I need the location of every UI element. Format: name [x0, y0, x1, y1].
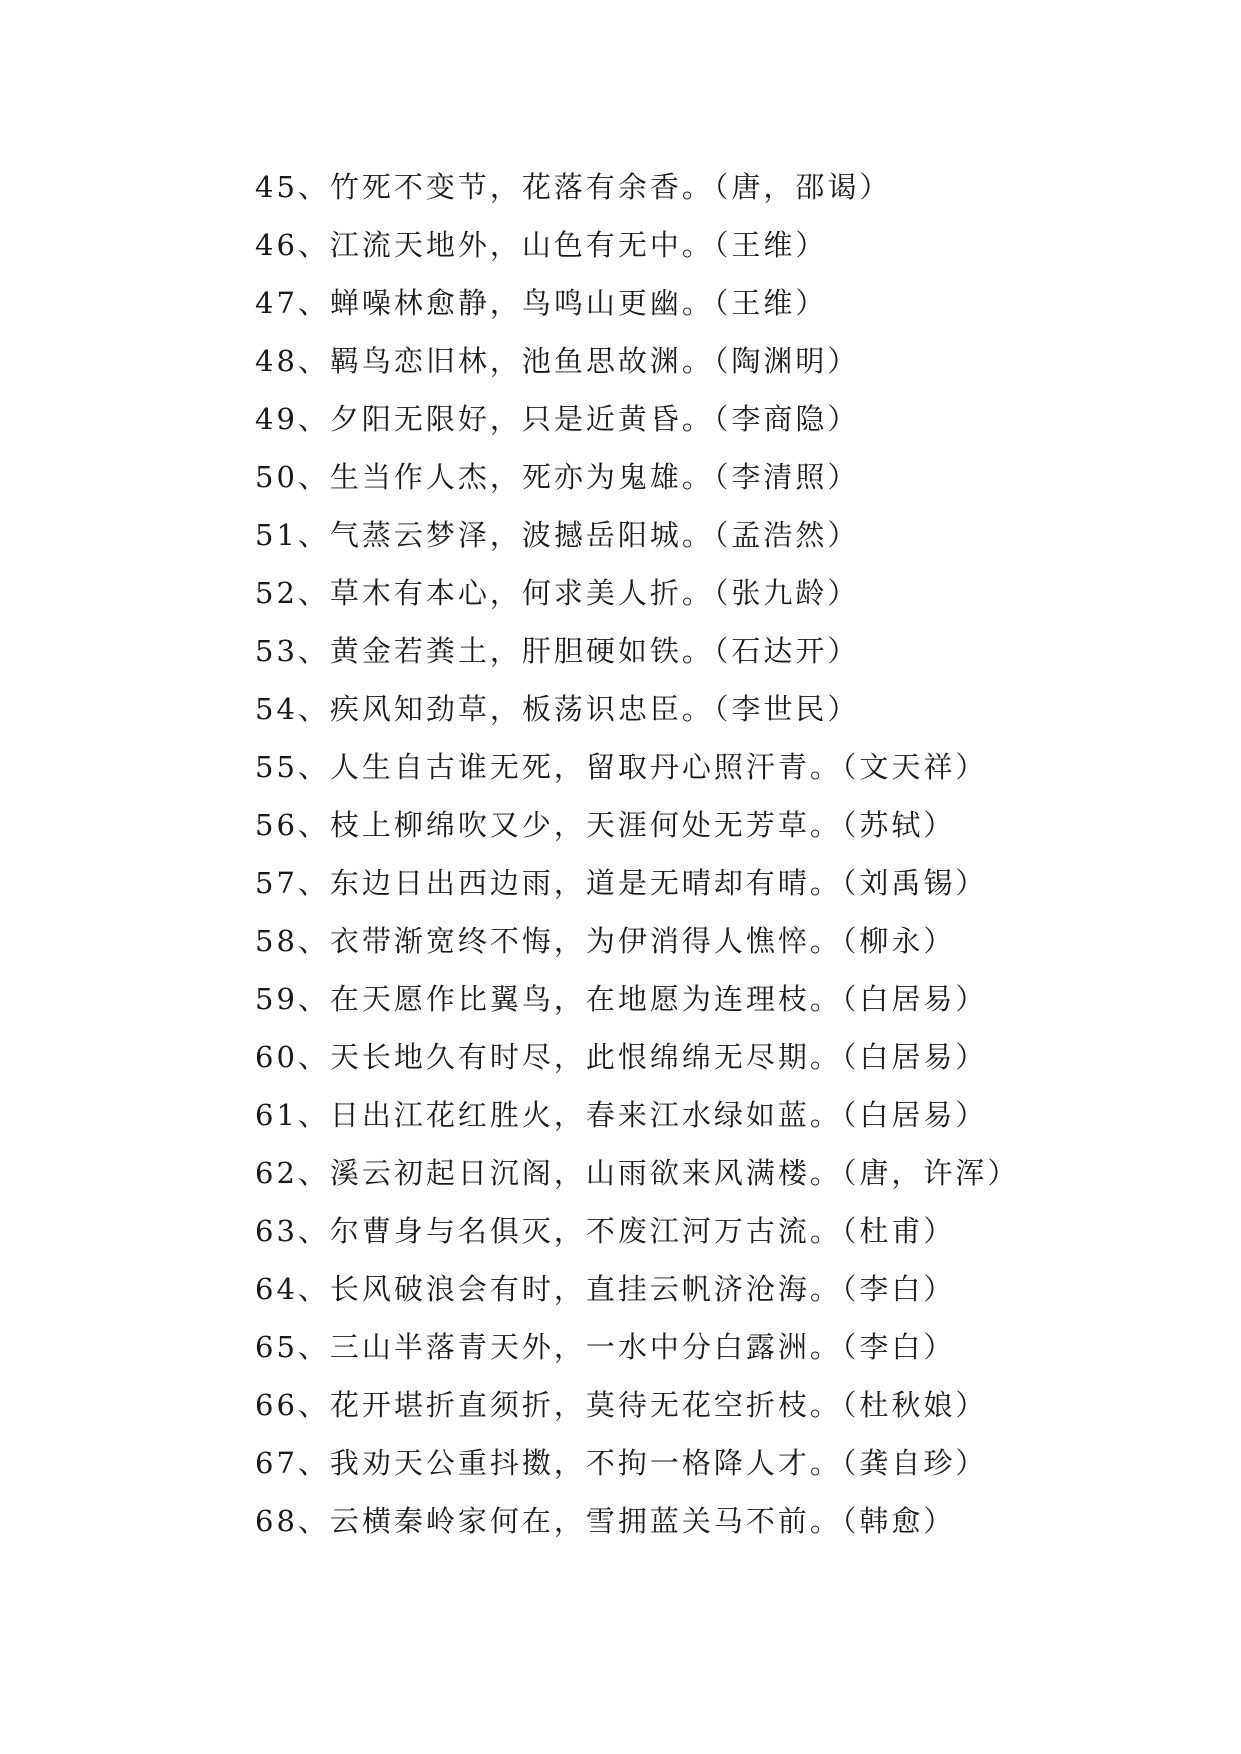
- poem-line-66: 66、花开堪折直须折，莫待无花空折枝。（杜秋娘）: [255, 1388, 988, 1422]
- poem-line-56: 56、枝上柳绵吹又少，天涯何处无芳草。（苏轼）: [255, 808, 956, 842]
- poem-line-45: 45、竹死不变节，花落有余香。（唐，邵谒）: [255, 170, 892, 204]
- poem-line-55: 55、人生自古谁无死，留取丹心照汗青。（文天祥）: [255, 750, 988, 784]
- poem-line-53: 53、黄金若粪土，肝胆硬如铁。（石达开）: [255, 634, 860, 668]
- poem-line-67: 67、我劝天公重抖擞，不拘一格降人才。（龚自珍）: [255, 1446, 988, 1480]
- poem-line-46: 46、江流天地外，山色有无中。（王维）: [255, 228, 828, 262]
- poem-line-51: 51、气蒸云梦泽，波撼岳阳城。（孟浩然）: [255, 518, 860, 552]
- poem-line-50: 50、生当作人杰，死亦为鬼雄。（李清照）: [255, 460, 860, 494]
- poem-line-58: 58、衣带渐宽终不悔，为伊消得人憔悴。（柳永）: [255, 924, 956, 958]
- poem-line-61: 61、日出江花红胜火，春来江水绿如蓝。（白居易）: [255, 1098, 988, 1132]
- poem-line-59: 59、在天愿作比翼鸟，在地愿为连理枝。（白居易）: [255, 982, 988, 1016]
- poem-line-47: 47、蝉噪林愈静，鸟鸣山更幽。（王维）: [255, 286, 828, 320]
- poem-line-52: 52、草木有本心，何求美人折。（张九龄）: [255, 576, 860, 610]
- poem-line-48: 48、羁鸟恋旧林，池鱼思故渊。（陶渊明）: [255, 344, 860, 378]
- poem-line-64: 64、长风破浪会有时，直挂云帆济沧海。（李白）: [255, 1272, 956, 1306]
- poem-line-54: 54、疾风知劲草，板荡识忠臣。（李世民）: [255, 692, 860, 726]
- poem-list: [255, 158, 1195, 1550]
- poem-line-68: 68、云横秦岭家何在，雪拥蓝关马不前。（韩愈）: [255, 1504, 956, 1538]
- poem-line-62: 62、溪云初起日沉阁，山雨欲来风满楼。（唐，许浑）: [255, 1156, 1020, 1190]
- poem-line-63: 63、尔曹身与名俱灭，不废江河万古流。（杜甫）: [255, 1214, 956, 1248]
- poem-line-49: 49、夕阳无限好，只是近黄昏。（李商隐）: [255, 402, 860, 436]
- poem-line-65: 65、三山半落青天外，一水中分白露洲。（李白）: [255, 1330, 956, 1364]
- poem-line-57: 57、东边日出西边雨，道是无晴却有晴。（刘禹锡）: [255, 866, 988, 900]
- poem-line-60: 60、天长地久有时尽，此恨绵绵无尽期。（白居易）: [255, 1040, 988, 1074]
